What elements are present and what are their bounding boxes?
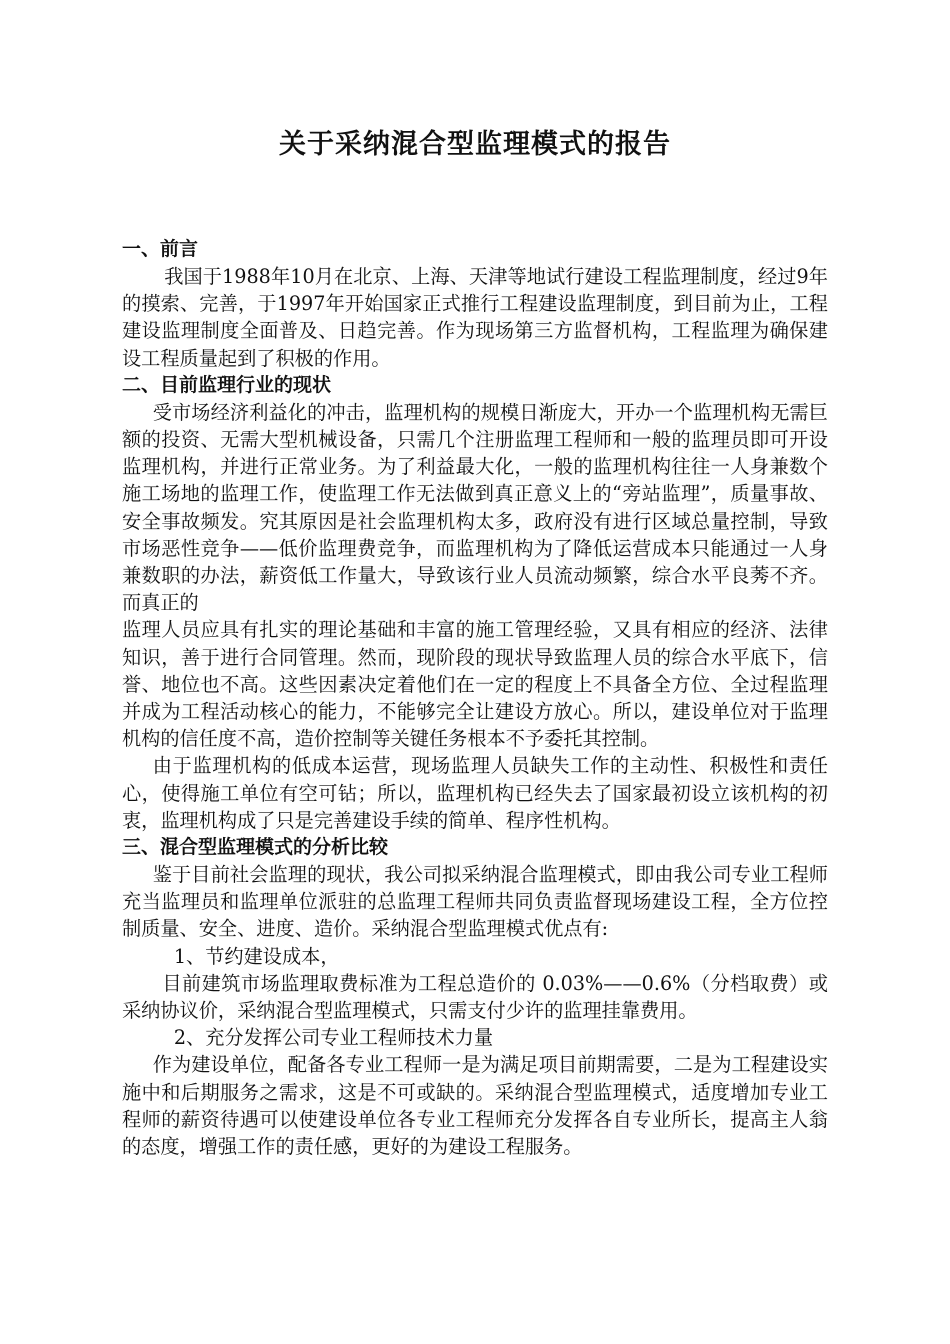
- section-heading: 一、前言: [122, 238, 199, 260]
- section-heading: 二、目前监理行业的现状: [122, 373, 332, 396]
- paragraph: 鉴于目前社会监理的现状，我公司拟采纳混合监理模式，即由我公司专业工程师充当监理员和监理单位派驻的总监理工程师共同负责监督现场建设工程，全方位控制质量、安全、进度、造价。采纳混合型监理模式优点有:: [122, 863, 828, 941]
- section-preface: [122, 236, 828, 372]
- paragraph: 目前建筑市场监理取费标准为工程总造价的 0.03%——0.6%（分档取费）或采纳协议价，采纳混合型监理模式，只需支付少许的监理挂靠费用。: [122, 971, 828, 1023]
- paragraph: 作为建设单位，配备各专业工程师一是为满足项目前期需要，二是为工程建设实施中和后期服务之需求，这是不可或缺的。采纳混合型监理模式，适度增加专业工程师的薪资待遇可以使建设单位各专业工程师充分发挥各自专业所长，提高主人翁的态度，增强工作的责任感，更好的为建设工程服务。: [122, 1053, 828, 1159]
- paragraph: 监理人员应具有扎实的理论基础和丰富的施工管理经验，又具有相应的经济、法律知识，善于进行合同管理。然而，现阶段的现状导致监理人员的综合水平底下，信誉、地位也不高。这些因素决定着他们在一定的程度上不具备全方位、全过程监理并成为工程活动核心的能力，不能够完全让建设方放心。所以，建设单位对于监理机构的信任度不高，造价控制等关键任务根本不予委托其控制。: [122, 618, 828, 751]
- document-body: [122, 236, 828, 1160]
- paragraph: 我国于1988年10月在北京、上海、天津等地试行建设工程监理制度，经过9年的摸索、完善，于1997年开始国家正式推行工程建设监理制度，到目前为止，工程建设监理制度全面普及、日趋完善。作为现场第三方监督机构，工程监理为确保建设工程质量起到了积极的作用。: [122, 265, 828, 370]
- list-item: 1、节约建设成本，: [173, 944, 340, 968]
- paragraph: 受市场经济利益化的冲击，监理机构的规模日渐庞大，开办一个监理机构无需巨额的投资、无需大型机械设备，只需几个注册监理工程师和一般的监理员即可开设监理机构，并进行正常业务。为了利益最大化，一般的监理机构往往一人身兼数个施工场地的监理工作，使监理工作无法做到真正意义上的“旁站监理”，质量事故、安全事故频发。究其原因是社会监理机构太多，政府没有进行区域总量控制，导致市场恶性竞争——低价监理费竞争，而监理机构为了降低运营成本只能通过一人身兼数职的办法，薪资低工作量大，导致该行业人员流动频繁，综合水平良莠不齐。而真正的: [122, 400, 828, 615]
- paragraph: 由于监理机构的低成本运营，现场监理人员缺失工作的主动性、积极性和责任心，使得施工单位有空可钻；所以，监理机构已经失去了国家最初设立该机构的初衷，监理机构成了只是完善建设手续的简单、程序性机构。: [122, 754, 828, 832]
- document-title: 关于采纳混合型监理模式的报告: [279, 129, 671, 160]
- section-analysis: [122, 834, 828, 1160]
- list-item: 2、充分发挥公司专业工程师技术力量: [173, 1026, 494, 1050]
- section-current-status: [122, 372, 828, 834]
- section-heading: 三、混合型监理模式的分析比较: [122, 836, 389, 859]
